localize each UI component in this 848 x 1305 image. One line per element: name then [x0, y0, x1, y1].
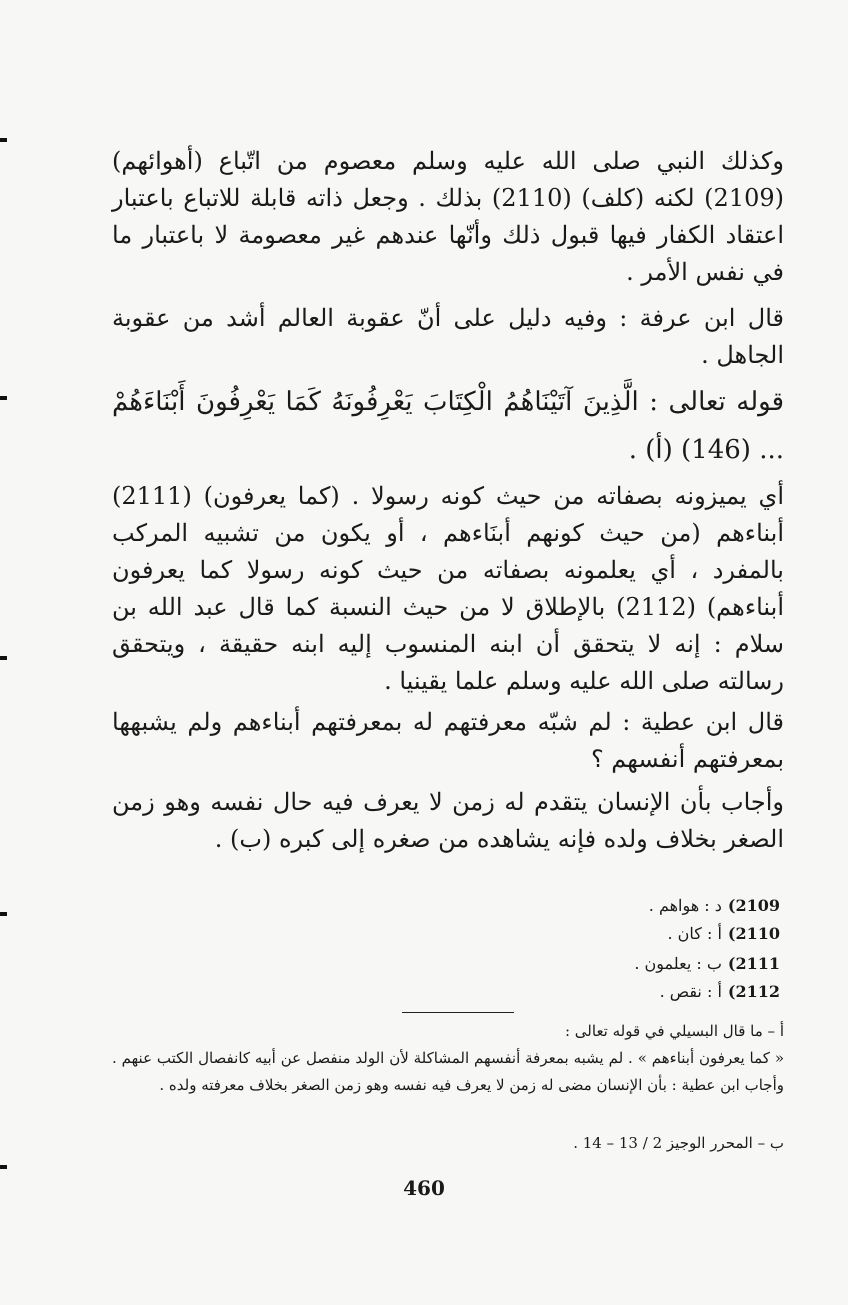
scan-mark: [0, 912, 7, 916]
footnote-number: 2110): [727, 924, 780, 943]
note-b: ب – المحرر الوجيز 2 / 13 – 14 .: [573, 1134, 784, 1152]
scan-mark: [0, 138, 7, 142]
quran-verse: قوله تعالى : الَّذِينَ آتَيْنَاهُمُ الْكِتَابَ يَعْرِفُونَهُ كَمَا يَعْرِفُونَ أَبْنَاءَهُمْ ... (146) (أ) .: [112, 387, 784, 465]
note-a-heading: أ – ما قال البسيلي في قوله تعالى :: [564, 1022, 784, 1040]
footnote-number: 2111): [727, 954, 780, 973]
footnote-text: د : هواهم .: [648, 896, 722, 915]
footnote: [660, 978, 780, 1006]
footnote-number: 2112): [727, 982, 780, 1001]
paragraph-ibn-arafa: قال ابن عرفة : وفيه دليل على أنّ عقوبة العالم أشد من عقوبة الجاهل .: [112, 304, 784, 369]
footnote: [667, 920, 780, 948]
paragraph-commentary: أي يميزونه بصفاته من حيث كونه رسولا . (كما يعرفون) (2111) أبناءهم (من حيث كونهم أبنَاءهم ، أو يكون من تشبيه المركب بالمفرد ، أي يعلمونه بصفاته من حيث كونه رسولا كما يعرفون أبناءهم) (2112) بالإطلاق لا من حيث النسبة كما قال عبد الله بن سلام : إنه لا يتحقق أن ابنه المنسوب إليه ابنه حقيقة ، ويتحقق رسالته صلى الله عليه وسلم علما يقينيا .: [112, 482, 785, 695]
footnote-number: 2109): [727, 896, 780, 915]
paragraph-answer: وأجاب بأن الإنسان يتقدم له زمن لا يعرف فيه حال نفسه وهو زمن الصغر بخلاف ولده فإنه يشاهده من صغره إلى كبره (ب) .: [112, 788, 784, 853]
footnote: [634, 950, 780, 978]
paragraph-prophet-infallibility: وكذلك النبي صلى الله عليه وسلم معصوم من اتّباع (أهوائهم) (2109) لكنه (كلف) (2110) بذلك . وجعل ذاته قابلة للاتباع باعتبار اعتقاد الكفار فيها قبول ذلك وأنّها عندهم غير معصومة لا باعتبار ما في نفس الأمر .: [112, 147, 784, 286]
footnote-divider: [402, 1012, 514, 1013]
scan-mark: [0, 1165, 7, 1169]
paragraph-ibn-atiyya: قال ابن عطية : لم شبّه معرفتهم له بمعرفتهم أبناءهم ولم يشبهها بمعرفتهم أنفسهم ؟: [112, 708, 784, 773]
footnote: [649, 892, 780, 920]
scan-mark: [0, 656, 7, 660]
note-a-body: « كما يعرفون أبناءهم » . لم يشبه بمعرفة أنفسهم المشاكلة لأن الولد منفصل عن أبيه كانفصال الكتب عنهم . وأجاب ابن عطية : بأن الإنسان مضى له زمن لا يعرف فيه نفسه وهو زمن الصغر بخلاف معرفته ولده .: [112, 1049, 784, 1094]
footnote-text: أ : كان .: [667, 924, 722, 943]
scan-mark: [0, 396, 7, 400]
page-number: 460: [403, 1176, 445, 1200]
footnote-text: أ : نقص .: [659, 982, 722, 1001]
footnote-text: ب : يعلمون .: [634, 954, 722, 973]
